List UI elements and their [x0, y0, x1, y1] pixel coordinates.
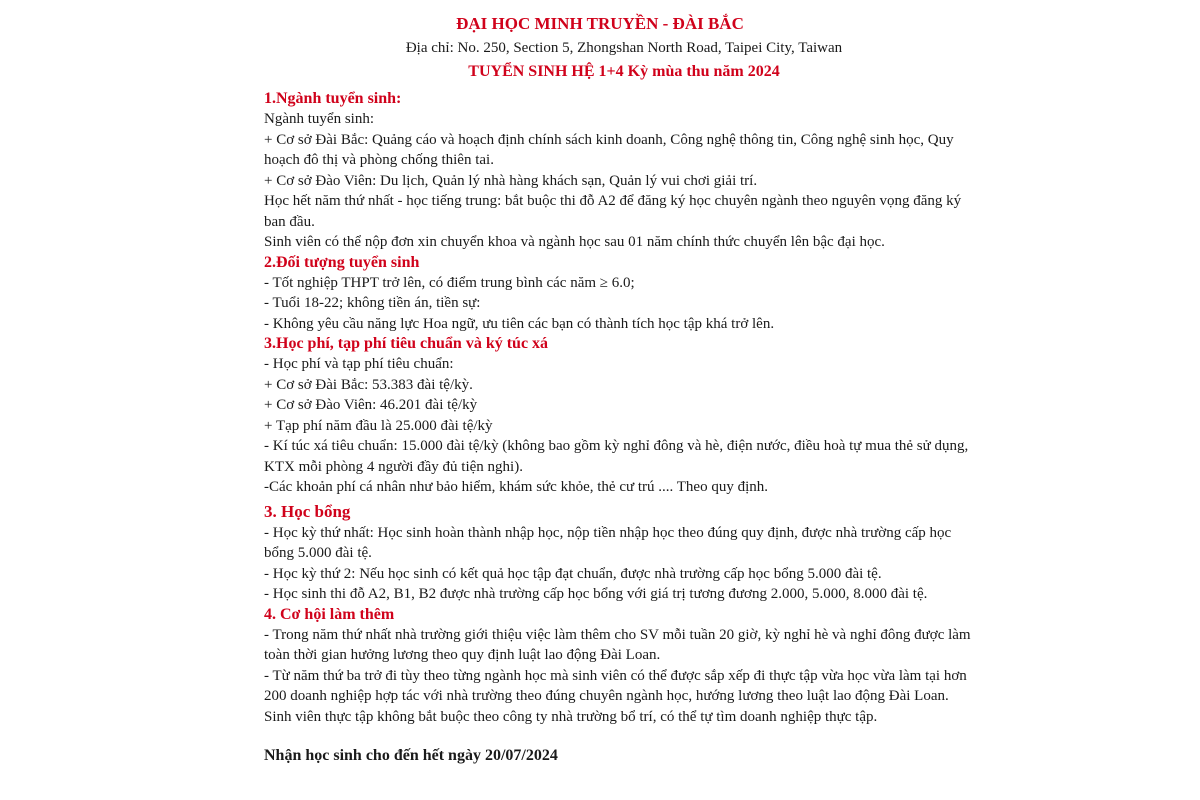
section-line: -Các khoản phí cá nhân như bảo hiểm, khám sức khỏe, thẻ cư trú .... Theo quy định. — [264, 479, 768, 495]
section-line: - Không yêu cầu năng lực Hoa ngữ, ưu tiên các bạn có thành tích học tập khá trở lên. — [264, 315, 775, 332]
notice-body — [264, 89, 974, 767]
section-part-time-work — [264, 605, 974, 728]
section-line: + Cơ sở Đào Viên: Du lịch, Quản lý nhà hàng khách sạn, Quản lý vui chơi giải trí. — [264, 172, 758, 189]
closing-deadline: Nhận học sinh cho đến hết ngày 20/07/2024 — [264, 747, 558, 764]
section-line: + Cơ sở Đài Bắc: Quảng cáo và hoạch định chính sách kinh doanh, Công nghệ thông tin, Công nghệ sinh học, Quy hoạch đô thị và phòng chống thiên tai. — [264, 131, 954, 168]
section-heading: 3.Học phí, tạp phí tiêu chuẩn và ký túc xá — [264, 335, 549, 352]
section-heading: 3. Học bổng — [264, 501, 351, 521]
section-line: - Kí túc xá tiêu chuẩn: 15.000 đài tệ/kỳ (không bao gồm kỳ nghỉ đông và hè, điện nước, điều hoà tự mua thẻ sử dụng, KTX mỗi phòng 4 người đầy đủ tiện nghi). — [264, 438, 969, 475]
section-line: Sinh viên có thể nộp đơn xin chuyển khoa và ngành học sau 01 năm chính thức chuyển lên bậc đại học. — [264, 234, 885, 250]
section-line: - Từ năm thứ ba trở đi tùy theo từng ngành học mà sinh viên có thể được sắp xếp đi thực tập vừa học vừa làm tại hơn 200 doanh nghiệp hợp tác với nhà trường theo đúng chuyên ngành học, hướng lương theo luật lao động Đài Loan. Sinh viên thực tập không bắt buộc theo công ty nhà trường bổ trí, có thể tự tìm doanh nghiệp thực tập. — [264, 667, 967, 725]
section-line: - Tốt nghiệp THPT trở lên, có điểm trung bình các năm ≥ 6.0; — [264, 274, 635, 291]
section-line: Ngành tuyển sinh: — [264, 111, 374, 127]
university-title: ĐẠI HỌC MINH TRUYỀN - ĐÀI BẮC — [456, 14, 744, 33]
spacer — [264, 727, 974, 745]
section-line: - Học phí và tạp phí tiêu chuẩn: — [264, 356, 454, 372]
section-line: + Tạp phí năm đầu là 25.000 đài tệ/kỳ — [264, 417, 493, 434]
section-line: - Trong năm thứ nhất nhà trường giới thiệu việc làm thêm cho SV mỗi tuần 20 giờ, kỳ nghỉ hè và nghỉ đông được làm toàn thời gian hưởng lương theo quy định luật lao động Đài Loan. — [264, 626, 971, 663]
section-line: + Cơ sở Đào Viên: 46.201 đài tệ/kỳ — [264, 397, 478, 413]
section-line: Học hết năm thứ nhất - học tiếng trung: bắt buộc thi đỗ A2 để đăng ký học chuyên ngành theo nguyên vọng đăng ký ban đầu. — [264, 193, 962, 230]
section-line: - Học kỳ thứ 2: Nếu học sinh có kết quả học tập đạt chuẩn, được nhà trường cấp học bổng 5.000 đài tệ. — [264, 565, 882, 582]
section-scholarship — [264, 501, 974, 605]
section-heading: 1.Ngành tuyển sinh: — [264, 90, 402, 107]
section-majors — [264, 89, 974, 253]
address-line: Địa chỉ: No. 250, Section 5, Zhongshan North Road, Taipei City, Taiwan — [405, 40, 843, 56]
section-line: + Cơ sở Đài Bắc: 53.383 đài tệ/kỳ. — [264, 376, 473, 393]
section-heading: 4. Cơ hội làm thêm — [264, 605, 395, 623]
section-line: - Học kỳ thứ nhất: Học sinh hoàn thành nhập học, nộp tiền nhập học theo đúng quy định, được nhà trường cấp học bổng 5.000 đài tệ. — [264, 524, 952, 561]
section-line: - Tuổi 18-22; không tiền án, tiền sự: — [264, 295, 481, 311]
section-eligibility — [264, 253, 974, 335]
section-fees — [264, 334, 974, 498]
section-heading: 2.Đối tượng tuyển sinh — [264, 253, 420, 271]
section-line: - Học sinh thi đỗ A2, B1, B2 được nhà trường cấp học bổng với giá trị tương đương 2.000, 5.000, 8.000 đài tệ. — [264, 586, 928, 602]
admission-subtitle: TUYỂN SINH HỆ 1+4 Kỳ mùa thu năm 2024 — [468, 63, 780, 80]
